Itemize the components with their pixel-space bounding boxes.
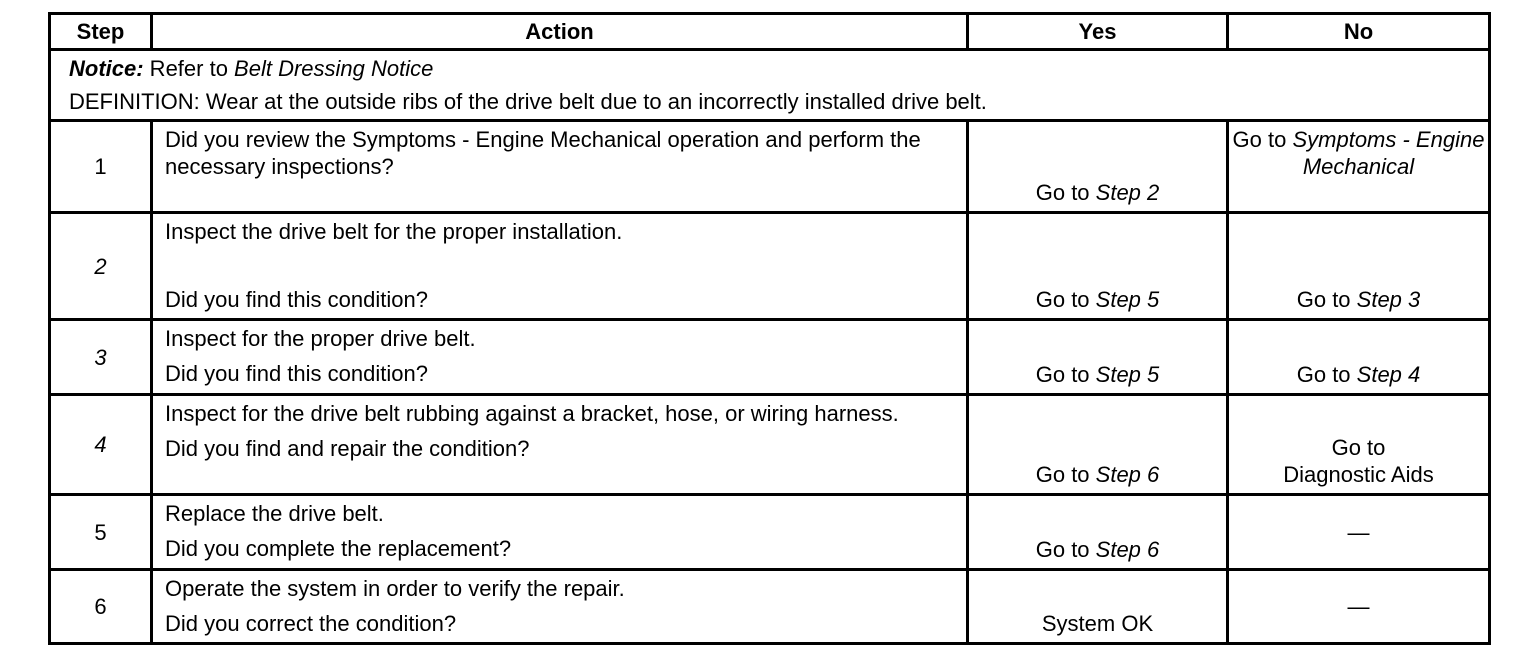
action-cell <box>152 570 968 644</box>
yes-ref: Step 5 <box>1095 362 1160 387</box>
action-text: Operate the system in order to verify the repair. <box>165 576 625 601</box>
yes-cell <box>968 395 1228 495</box>
header-row <box>50 14 1490 50</box>
yes-cell <box>968 570 1228 644</box>
yes-cell <box>968 320 1228 395</box>
no-cell <box>1228 395 1490 495</box>
notice-link: Belt Dressing Notice <box>234 56 434 81</box>
no-cell <box>1228 213 1490 320</box>
yes-ref: Step 5 <box>1095 287 1160 312</box>
notice-cell <box>50 50 1490 121</box>
header-step: Step <box>50 14 152 50</box>
step-number: 1 <box>50 121 152 213</box>
goto-text: Go to <box>1296 362 1357 387</box>
question-text: Did you find this condition? <box>165 287 428 312</box>
goto-text: Go to <box>1035 362 1096 387</box>
yes-cell <box>968 495 1228 570</box>
diagnostic-table <box>48 12 1491 645</box>
action-cell <box>152 320 968 395</box>
system-ok-text: System OK <box>1041 611 1154 636</box>
no-cell <box>1228 121 1490 213</box>
goto-text: Go to <box>1035 287 1096 312</box>
step-number: 5 <box>50 495 152 570</box>
header-action: Action <box>152 14 968 50</box>
no-ref: Diagnostic Aids <box>1283 462 1434 487</box>
table-row <box>50 570 1490 644</box>
step-number: 3 <box>50 320 152 395</box>
step-number: 6 <box>50 570 152 644</box>
yes-ref: Step 2 <box>1095 180 1160 205</box>
action-text: Replace the drive belt. <box>165 501 384 526</box>
dash-text: — <box>1347 519 1370 545</box>
header-yes: Yes <box>968 14 1228 50</box>
action-text: Inspect for the drive belt rubbing against a bracket, hose, or wiring harness. <box>165 401 899 426</box>
step-number: 2 <box>50 213 152 320</box>
goto-text: Go to <box>1035 462 1096 487</box>
table-row <box>50 395 1490 495</box>
table-row <box>50 495 1490 570</box>
question-text: Did you complete the replacement? <box>165 536 512 561</box>
no-cell <box>1228 570 1490 644</box>
no-cell <box>1228 495 1490 570</box>
definition-text: DEFINITION: Wear at the outside ribs of the drive belt due to an incorrectly installed drive belt. <box>69 89 987 114</box>
goto-text: Go to <box>1331 435 1386 460</box>
header-no: No <box>1228 14 1490 50</box>
step-number: 4 <box>50 395 152 495</box>
goto-text: Go to <box>1035 537 1096 562</box>
yes-cell <box>968 213 1228 320</box>
no-cell <box>1228 320 1490 395</box>
action-cell <box>152 495 968 570</box>
notice-line <box>69 55 1488 82</box>
action-cell <box>152 121 968 213</box>
goto-text: Go to <box>1035 180 1096 205</box>
action-text: Did you review the Symptoms - Engine Mechanical operation and perform the necessary inspections? <box>165 127 921 179</box>
action-text: Inspect for the proper drive belt. <box>165 326 476 351</box>
goto-text: Go to <box>1296 287 1357 312</box>
no-ref: Step 3 <box>1356 287 1421 312</box>
dash-text: — <box>1347 594 1370 619</box>
question-text: Did you find this condition? <box>165 361 428 386</box>
goto-text: Go to <box>1232 127 1293 152</box>
yes-cell <box>968 121 1228 213</box>
notice-row <box>50 50 1490 121</box>
action-cell <box>152 395 968 495</box>
notice-text: Refer to <box>143 56 235 81</box>
question-text: Did you correct the condition? <box>165 611 457 636</box>
notice-label: Notice: <box>69 56 144 81</box>
yes-ref: Step 6 <box>1095 462 1160 487</box>
action-cell <box>152 213 968 320</box>
no-ref: Step 4 <box>1356 362 1421 387</box>
yes-ref: Step 6 <box>1095 537 1160 562</box>
action-text: Inspect the drive belt for the proper installation. <box>165 219 623 244</box>
table-row <box>50 213 1490 320</box>
table-row <box>50 320 1490 395</box>
table-row <box>50 121 1490 213</box>
question-text: Did you find and repair the condition? <box>165 436 530 461</box>
no-ref: Symptoms - Engine Mechanical <box>1292 127 1485 179</box>
